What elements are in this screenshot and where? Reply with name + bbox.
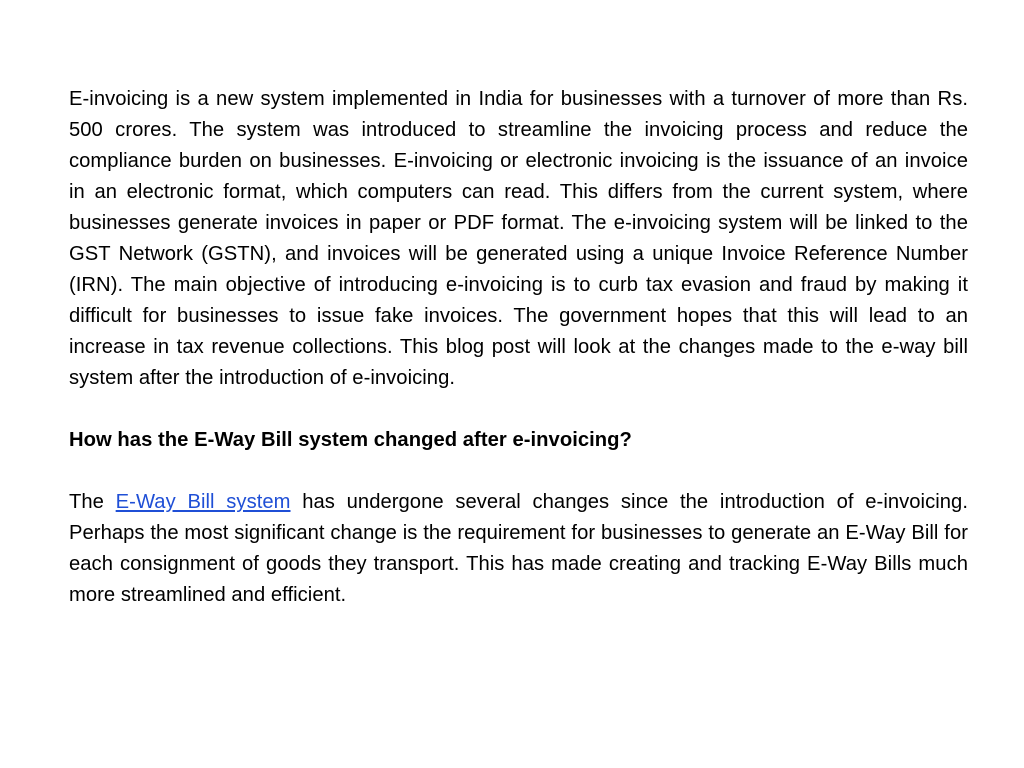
intro-paragraph: E-invoicing is a new system implemented in India for businesses with a turnover of more than Rs. 500 crores. The system was introduced to streamline the invoicing process and reduce the compliance burden on businesses. E-invoicing or electronic invoicing is the issuance of an invoice in an electronic format, which computers can read. This differs from the current system, where businesses generate invoices in paper or PDF format. The e-invoicing system will be linked to the GST Network (GSTN), and invoices will be generated using a unique Invoice Reference Number (IRN). The main objective of introducing e-invoicing is to curb tax evasion and fraud by making it difficult for businesses to issue fake invoices. The government hopes that this will lead to an increase in tax revenue collections. This blog post will look at the changes made to the e-way bill system after the introduction of e-invoicing. <box>69 88 968 389</box>
document-body <box>69 84 968 611</box>
body-paragraph <box>69 487 968 611</box>
e-way-bill-system-link[interactable]: E-Way Bill system <box>115 491 291 513</box>
paragraph-suffix: has undergone several changes since the introduction of e-invoicing. Perhaps the most significant change is the requirement for businesses to generate an E-Way Bill for each consignment of goods they transport. This has made creating and tracking E-Way Bills much more streamlined and efficient. <box>69 491 968 606</box>
section-heading: How has the E-Way Bill system changed after e-invoicing? <box>69 429 632 451</box>
paragraph-prefix: The <box>69 491 116 513</box>
